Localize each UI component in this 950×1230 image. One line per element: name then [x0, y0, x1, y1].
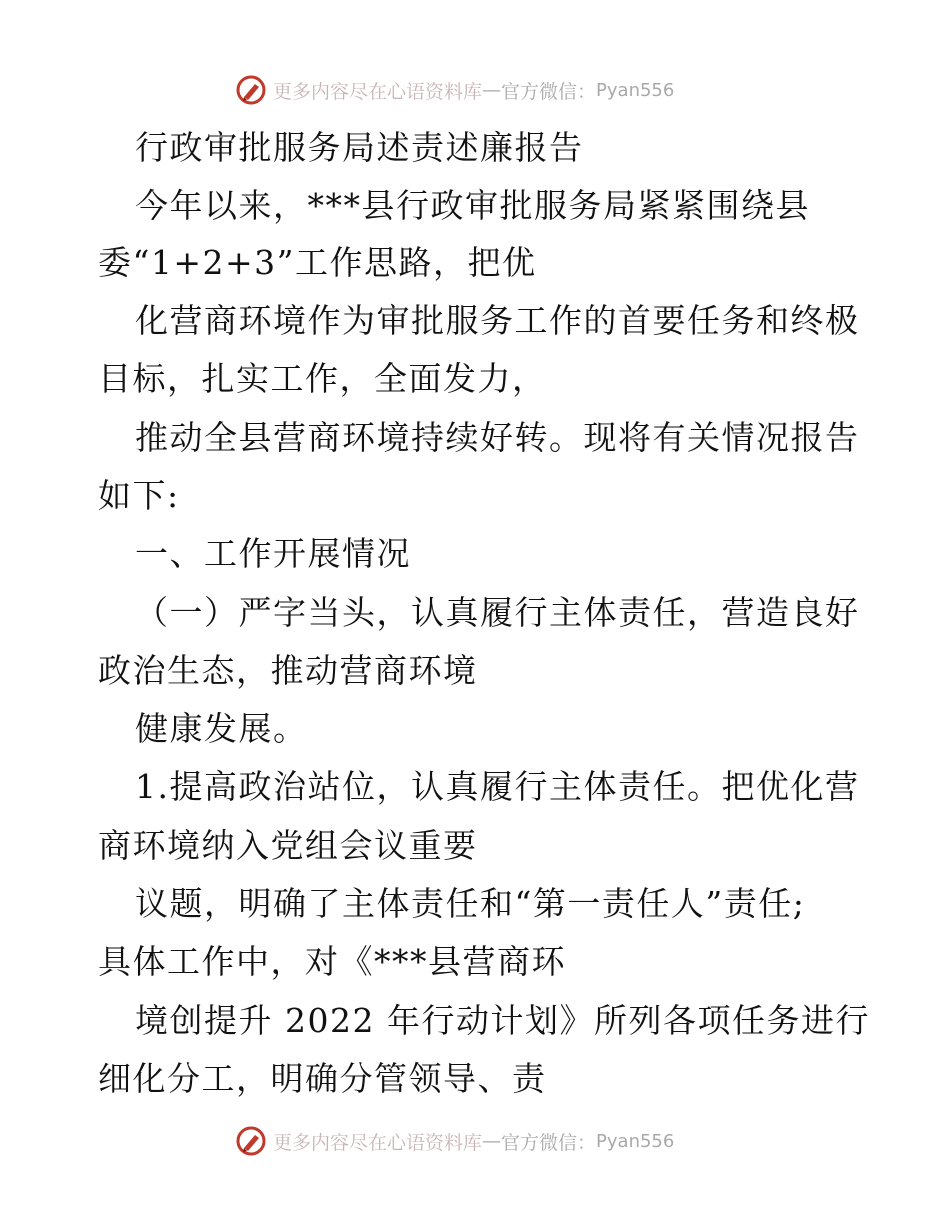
watermark-separator: — — [482, 1130, 502, 1152]
watermark-banner-bottom — [235, 1124, 715, 1158]
watermark-account: Pyan556 — [596, 79, 675, 101]
watermark-official: 官方微信： — [501, 80, 597, 103]
paragraph-line: 目标，扎实工作，全面发力， — [98, 359, 547, 398]
document-title: 行政审批服务局述责述廉报告 — [135, 128, 584, 167]
watermark-banner-top — [235, 73, 715, 107]
paragraph-line: 化营商环境作为审批服务工作的首要任务和终极 — [135, 301, 860, 340]
watermark-text: 更多内容尽在心语资料库 — [273, 1131, 483, 1154]
paragraph-line: 境创提升 2022 年行动计划》所列各项任务进行 — [135, 1001, 870, 1040]
watermark-text: 更多内容尽在心语资料库 — [273, 80, 483, 103]
watermark-account: Pyan556 — [596, 1130, 675, 1152]
pen-logo-icon — [235, 74, 267, 106]
watermark-separator: — — [482, 79, 502, 101]
paragraph-line: 健康发展。 — [135, 709, 308, 748]
subsection-heading: （一）严字当头，认真履行主体责任，营造良好 — [135, 593, 860, 632]
paragraph-line: 委“1+2+3”工作思路，把优 — [98, 243, 537, 282]
paragraph-line: 1.提高政治站位，认真履行主体责任。把优化营 — [135, 767, 860, 806]
watermark-official: 官方微信： — [501, 1131, 597, 1154]
paragraph-line: 细化分工，明确分管领导、责 — [98, 1059, 547, 1098]
paragraph-line: 具体工作中，对《***县营商环 — [98, 942, 566, 981]
paragraph-line: 如下: — [98, 476, 180, 515]
section-heading: 一、工作开展情况 — [135, 534, 411, 573]
paragraph-line: 今年以来，***县行政审批服务局紧紧围绕县 — [135, 186, 810, 225]
paragraph-line: 商环境纳入党组会议重要 — [98, 826, 478, 865]
paragraph-line: 推动全县营商环境持续好转。现将有关情况报告 — [135, 418, 860, 457]
paragraph-line: 政治生态，推动营商环境 — [98, 651, 478, 690]
pen-logo-icon — [235, 1125, 267, 1157]
paragraph-line: 议题，明确了主体责任和“第一责任人”责任; — [135, 884, 806, 923]
